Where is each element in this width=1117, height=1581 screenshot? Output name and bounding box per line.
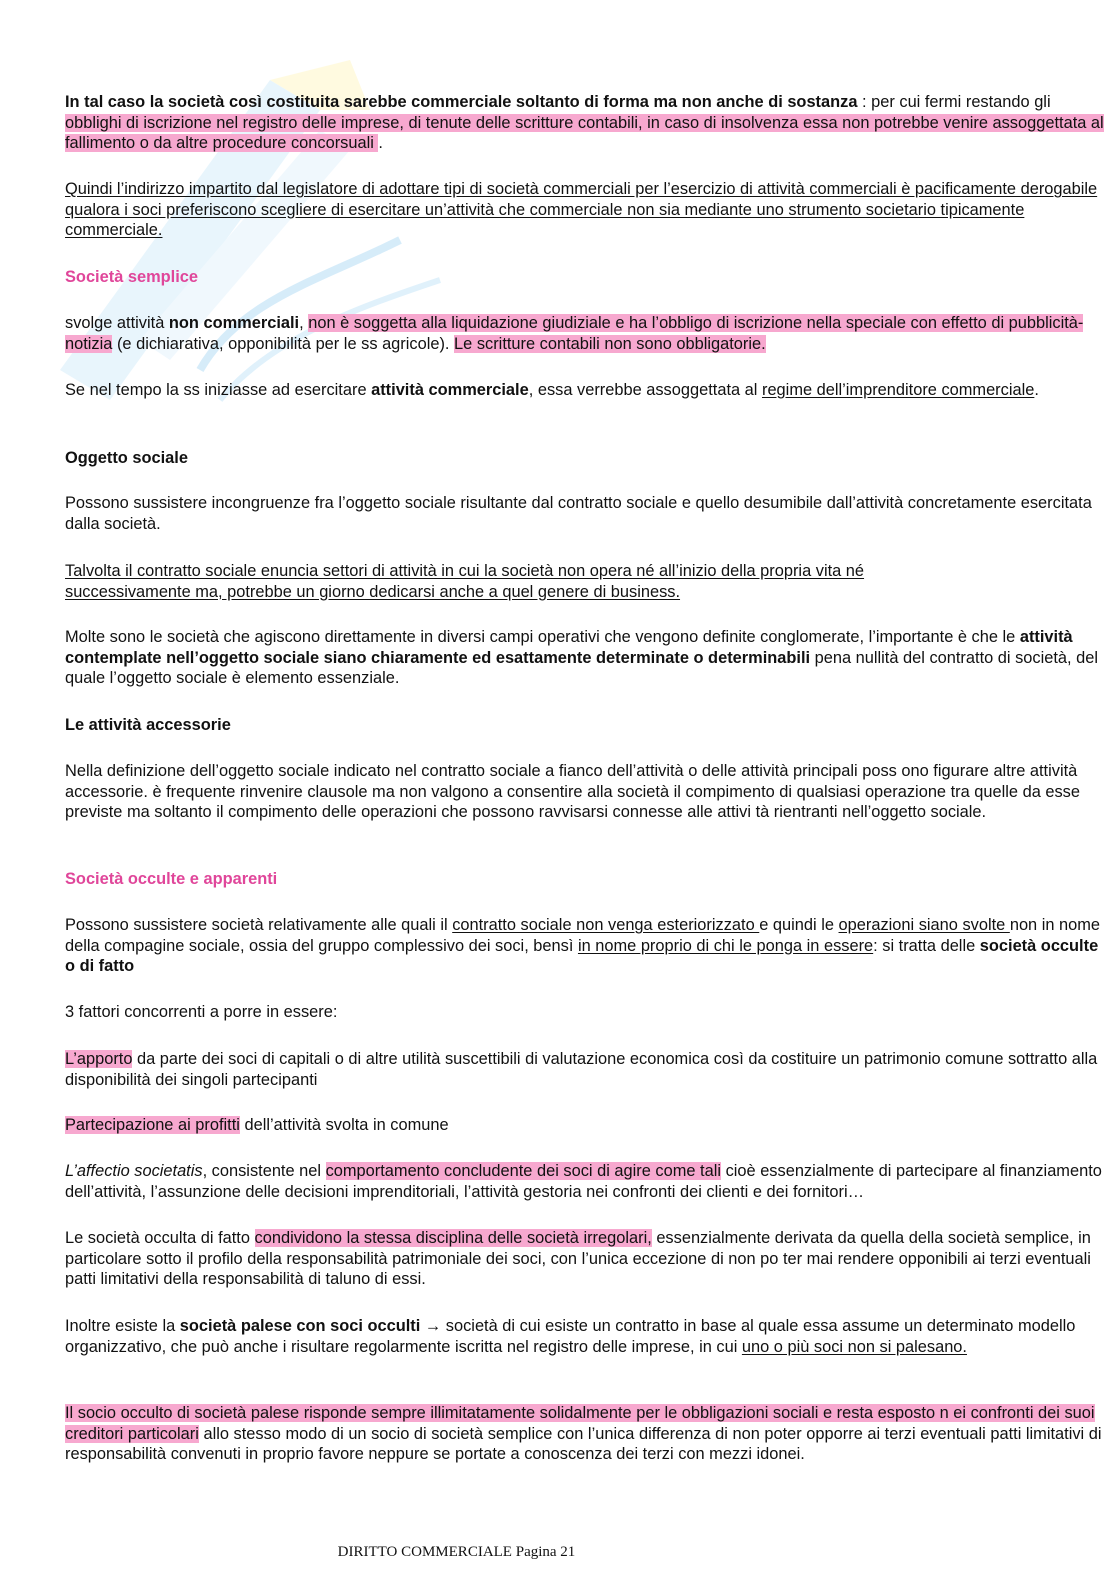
- highlight: Il socio occulto di società palese risponde sempre illimitatamente solidalmente per le obbligazioni sociali e resta esposto n ei confronti dei suoi creditori particolari: [65, 1404, 1095, 1443]
- heading-societa-occulte: Società occulte e apparenti: [65, 870, 278, 888]
- text: pena nullità del contratto di società, del quale l’oggetto sociale è elemento essenziale.: [65, 648, 1099, 688]
- underlined-text: operazioni siano svolte: [838, 916, 1010, 934]
- paragraph-9: [65, 915, 1105, 977]
- paragraph-5: Possono sussistere incongruenze fra l’oggetto sociale risultante dal contratto sociale e quello desumibile dall’attività concretamente esercitata dalla società.: [65, 494, 1092, 533]
- text: essenzialmente derivata da quella della società semplice, in particolare sotto il profilo della responsabilità patrimoniale dei soci, con l’unica eccezione di non po ter mai rendere opponibili ai terzi eventuali patti limitativi della responsabilità di taluno di essi.: [65, 1229, 1091, 1289]
- text: svolge attività: [65, 314, 169, 332]
- page-footer: [0, 1542, 1117, 1563]
- bold-text: attività contemplate nell’oggetto sociale siano chiaramente ed esattamente determinate o determinabili: [65, 628, 1073, 667]
- text: Possono sussistere società relativamente alle quali il: [65, 916, 453, 934]
- paragraph-13: [65, 1161, 1105, 1202]
- bold-text: non commerciali: [168, 314, 300, 332]
- text: allo stesso modo di un socio di società semplice con l’unica differenza di non poter opporre ai terzi eventuali patti limitativi di responsabilità convenuti in proprio favore neppure se portate a conoscenza dei terzi con mezzi idonei.: [65, 1424, 1102, 1464]
- text: .: [378, 134, 383, 153]
- underlined-text: in nome proprio di chi le ponga in essere: [577, 936, 874, 955]
- heading-attivita-accessorie: Le attività accessorie: [65, 716, 231, 734]
- text: Se nel tempo la ss iniziasse ad esercitare: [65, 381, 372, 399]
- highlight: comportamento concludente dei soci di agire come tali: [325, 1162, 722, 1180]
- footer-text: DIRITTO COMMERCIALE Pagina 21: [337, 1544, 576, 1560]
- underlined-text: contratto sociale non venga esteriorizzato: [452, 916, 760, 934]
- highlight: Le scritture contabili non sono obbligatorie.: [454, 334, 766, 353]
- text: Molte sono le società che agiscono direttamente in diversi campi operativi che vengono definite conglomerate, l’importante è che le: [65, 628, 1020, 646]
- bold-text: società occulte o di fatto: [65, 936, 1099, 976]
- text: da parte dei soci di capitali o di altre utilità suscettibili di valutazione economica così da costituire un patrimonio comune sottratto alla disponibilità dei singoli partecipanti: [65, 1050, 1098, 1089]
- paragraph-14: [65, 1228, 1105, 1290]
- highlight: L’apporto: [65, 1050, 133, 1068]
- paragraph-16: [65, 1403, 1105, 1465]
- text: dell’attività svolta in comune: [239, 1116, 449, 1134]
- text: : si tratta delle: [873, 936, 980, 955]
- highlight: non è soggetta alla liquidazione giudiziale e ha l’obbligo di iscrizione nella speciale con effetto di pubblicità-notizia: [65, 314, 1084, 353]
- italic-text: L’affectio societatis: [65, 1162, 203, 1180]
- highlight: condividono la stessa disciplina delle società irregolari,: [254, 1229, 652, 1247]
- paragraph-7: [65, 627, 1105, 689]
- text: (e dichiarativa, opponibilità per le ss agricole).: [112, 334, 455, 353]
- paragraph-2: [65, 179, 1105, 241]
- heading-societa-semplice: Società semplice: [65, 268, 199, 286]
- paragraph-10: 3 fattori concorrenti a porre in essere:: [65, 1003, 338, 1021]
- bold-text: società palese con soci occulti: [179, 1317, 421, 1335]
- paragraph-11: [65, 1049, 1105, 1090]
- text: ,: [299, 314, 309, 332]
- underlined-text: Quindi l’indirizzo impartito dal legislatore di adottare tipi di società commerciali per l’esercizio di attività commerciali è pacificamente derogabile qualora i soci preferiscono scegliere di esercitare un’attività che commerciale non sia mediante uno strumento societario tipicamente commerciale.: [65, 180, 1098, 240]
- heading-oggetto-sociale: Oggetto sociale: [65, 449, 188, 467]
- text: non in nome della compagine sociale, ossia del gruppo complessivo dei soci, bensì: [65, 916, 1101, 955]
- paragraph-8: Nella definizione dell’oggetto sociale indicato nel contratto sociale a fianco dell’attività o delle attività principali poss ono figurare altre attività accessorie. è frequente rinvenire clausole ma non valgono a consentire alla società il compimento di qualsiasi operazione tra quelle da esse previste ma soltanto il compimento delle operazioni che possono ravvisarsi connesse alle attivi tà rientranti nell’oggetto sociale.: [65, 762, 1080, 822]
- paragraph-1: [65, 92, 1105, 154]
- bold-text: In tal caso la società così costituita sarebbe commerciale soltanto di forma ma non anche di sostanza: [65, 93, 858, 111]
- underlined-text: regime dell’imprenditore commerciale: [761, 381, 1035, 399]
- text: Inoltre esiste la: [65, 1317, 180, 1335]
- paragraph-3: [65, 313, 1105, 354]
- text: e quindi le: [759, 916, 839, 934]
- underlined-text: uno o più soci non si palesano.: [741, 1337, 967, 1356]
- paragraph-4: [65, 380, 1105, 401]
- text: , consistente nel: [202, 1162, 326, 1180]
- highlight: Partecipazione ai profitti: [65, 1116, 240, 1134]
- paragraph-12: [65, 1115, 1105, 1136]
- text: , essa verrebbe assoggettata al: [528, 381, 762, 399]
- text: → società di cui esiste un contratto in base al quale essa assume un determinato modello organizzativo, che può anche i risultare regolarmente iscritta nel registro delle imprese, in cui: [65, 1317, 1076, 1356]
- bold-text: attività commerciale: [371, 381, 529, 399]
- text: : per cui fermi restando gli: [857, 93, 1051, 111]
- paragraph-15: [65, 1316, 1105, 1357]
- highlight: obblighi di iscrizione nel registro delle imprese, di tenute delle scritture contabili, in caso di insolvenza essa non potrebbe venire assoggettata al fallimento o da altre procedure concorsuali: [65, 113, 1104, 153]
- text: Le società occulta di fatto: [65, 1229, 255, 1247]
- text: .: [1034, 381, 1039, 399]
- text: cioè essenzialmente di partecipare al finanziamento dell’attività, l’assunzione delle decisioni imprenditoriali, l’attività gestoria nei confronti dei clienti e dei fornitori…: [65, 1162, 1102, 1201]
- paragraph-6: Talvolta il contratto sociale enuncia settori di attività in cui la società non opera né all’inizio della propria vita né successivamente ma, potrebbe un giorno dedicarsi anche a quel genere di business.: [65, 562, 865, 601]
